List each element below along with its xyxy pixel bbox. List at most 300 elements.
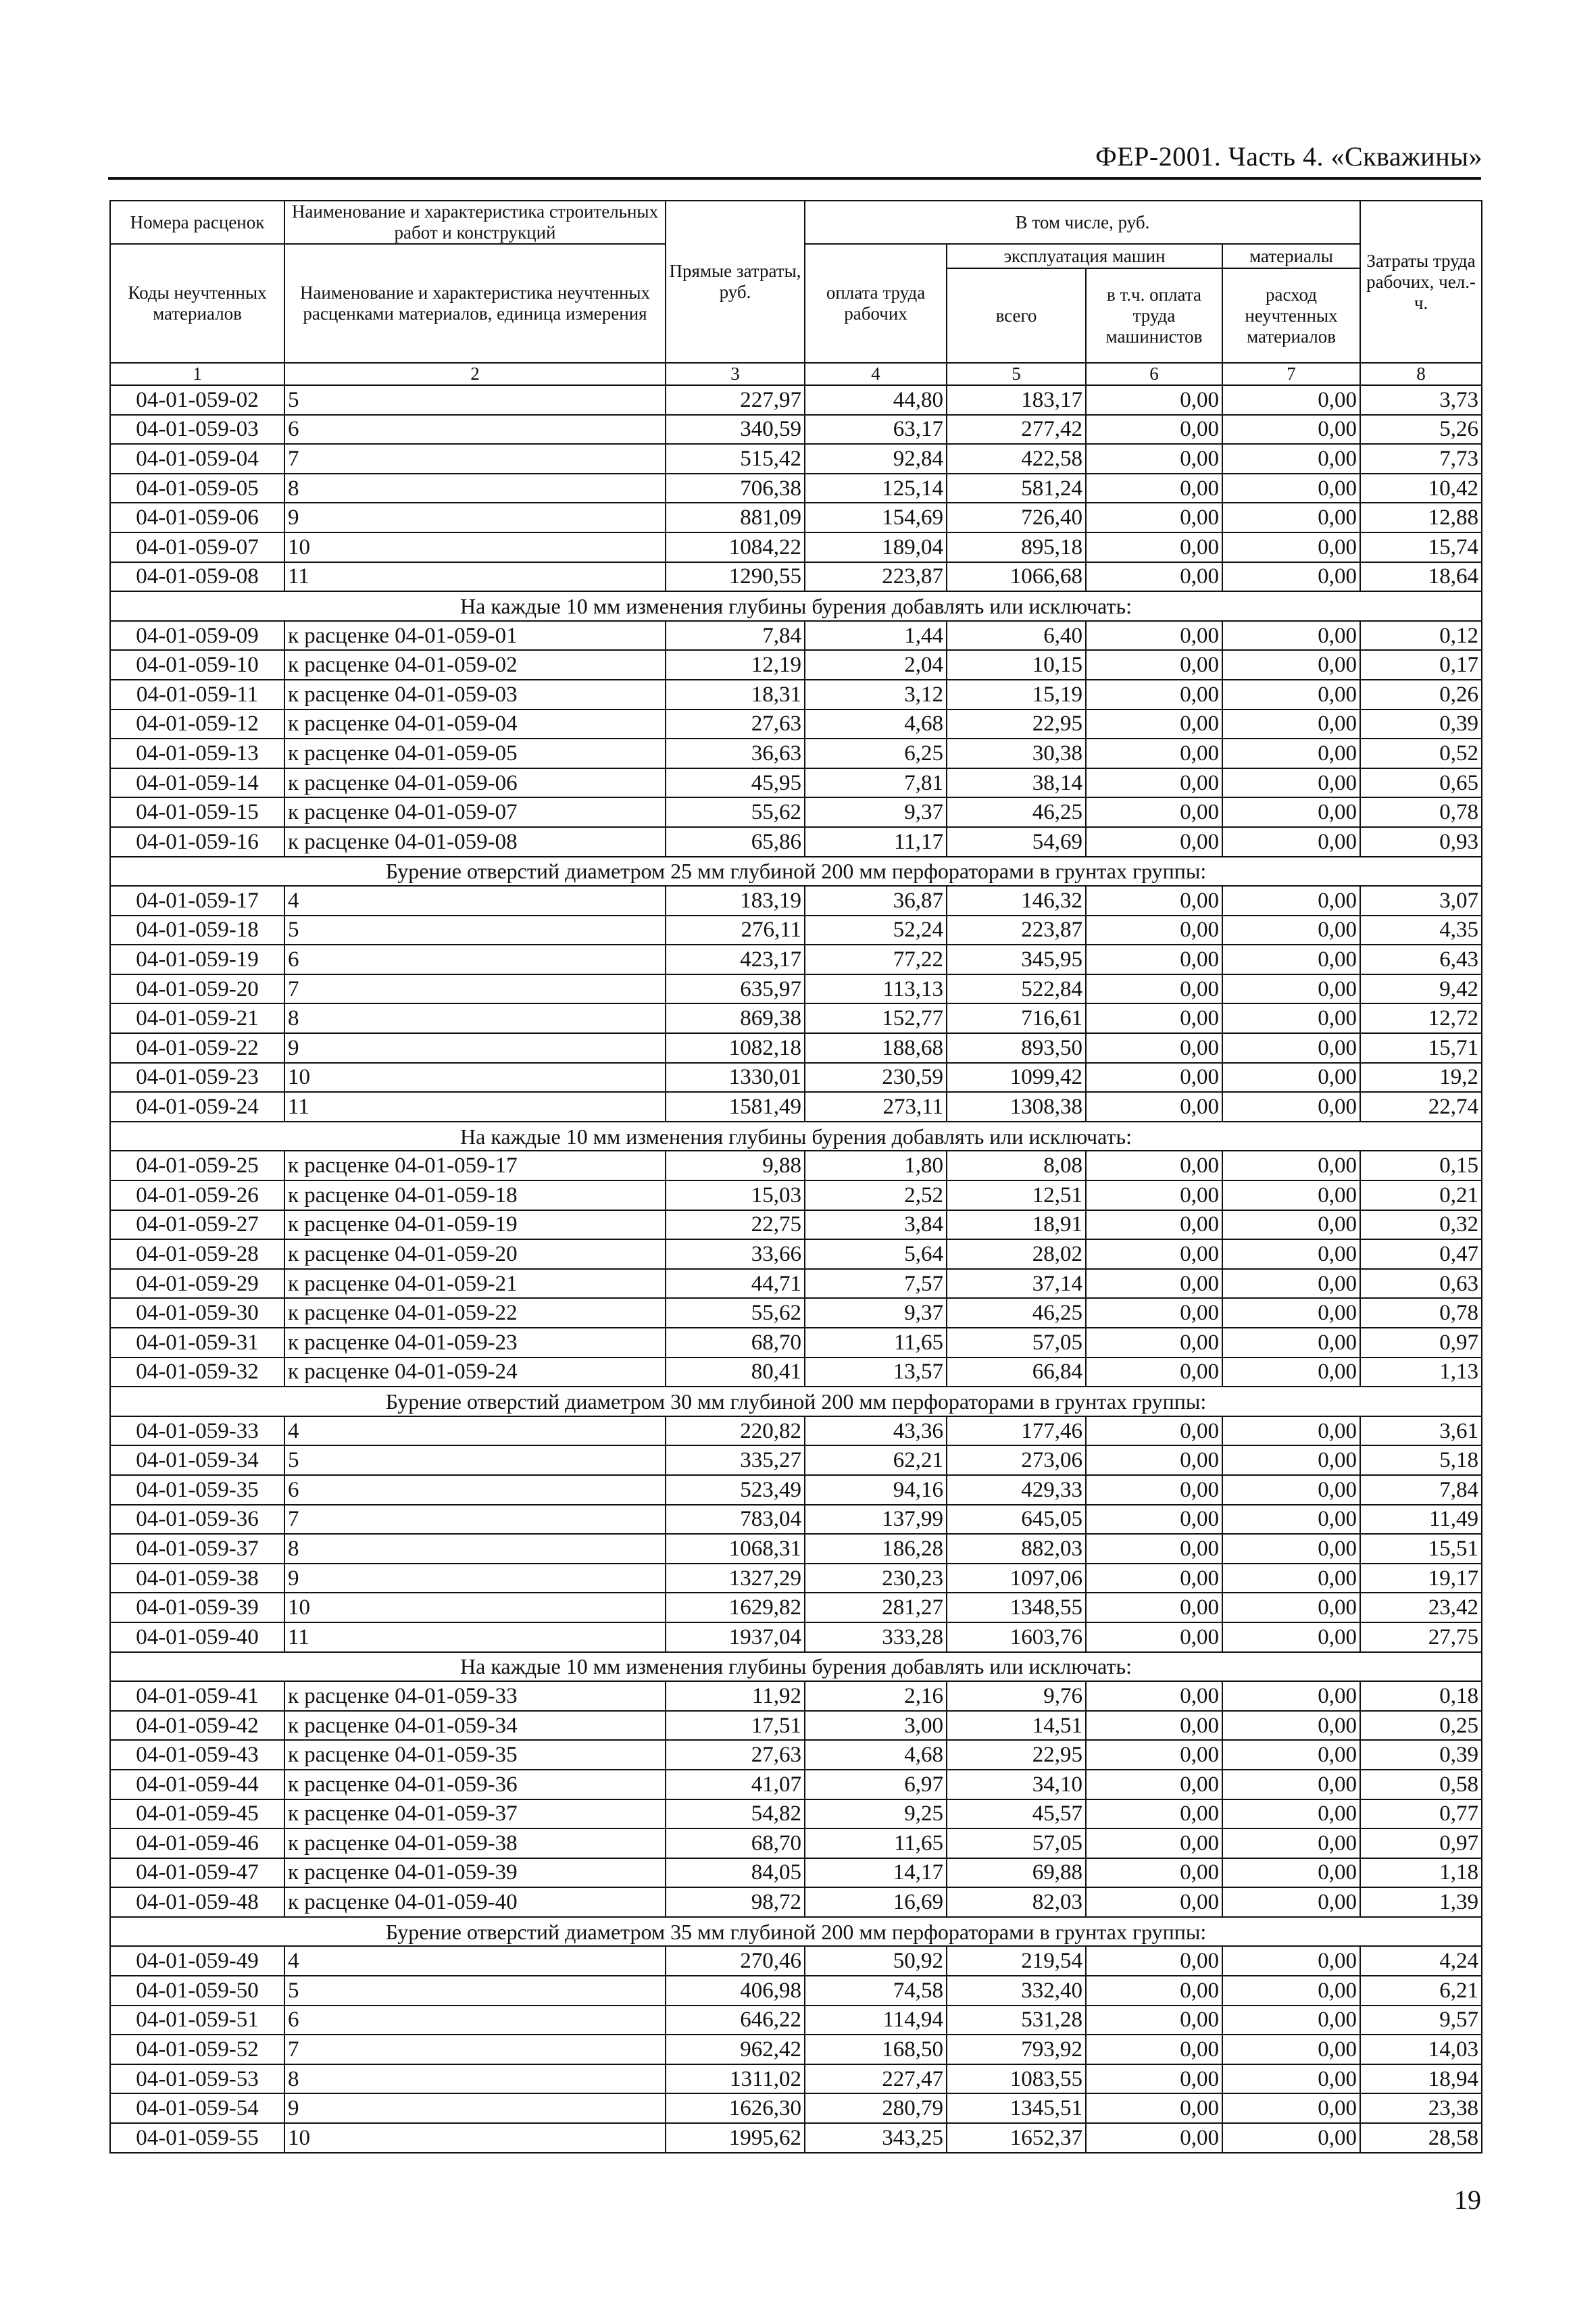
machinist-pay-cell: 0,00	[1086, 562, 1222, 592]
labor-hours-cell: 7,84	[1360, 1475, 1482, 1505]
labor-hours-cell: 15,51	[1360, 1534, 1482, 1564]
materials-cell: 0,00	[1222, 768, 1360, 798]
labor-hours-cell: 1,18	[1360, 1858, 1482, 1888]
materials-cell: 0,00	[1222, 1475, 1360, 1505]
machines-total-cell: 8,08	[947, 1151, 1086, 1180]
header-work-name: Наименование и характеристика строительных работ и конструкций	[284, 201, 666, 244]
machines-total-cell: 183,17	[947, 385, 1086, 415]
table-row	[110, 621, 1482, 651]
rate-code-cell: 04-01-059-54	[110, 2093, 284, 2123]
rate-name-cell: к расценке 04-01-059-35	[284, 1740, 666, 1770]
labor-hours-cell: 15,74	[1360, 532, 1482, 562]
rate-code-cell: 04-01-059-26	[110, 1180, 284, 1210]
labor-pay-cell: 7,81	[805, 768, 947, 798]
table-row	[110, 2093, 1482, 2123]
table-row	[110, 916, 1482, 945]
labor-pay-cell: 152,77	[805, 1003, 947, 1033]
section-heading: Бурение отверстий диаметром 35 мм глубиной 200 мм перфораторами в грунтах группы:	[110, 1917, 1482, 1947]
direct-costs-cell: 68,70	[666, 1828, 805, 1858]
direct-costs-cell: 55,62	[666, 1298, 805, 1328]
labor-hours-cell: 22,74	[1360, 1092, 1482, 1122]
labor-hours-cell: 0,12	[1360, 621, 1482, 651]
rate-code-cell: 04-01-059-10	[110, 650, 284, 680]
materials-cell: 0,00	[1222, 1298, 1360, 1328]
machines-total-cell: 30,38	[947, 739, 1086, 768]
machines-total-cell: 277,42	[947, 415, 1086, 445]
labor-pay-cell: 188,68	[805, 1033, 947, 1063]
materials-cell: 0,00	[1222, 1328, 1360, 1358]
labor-hours-cell: 6,21	[1360, 1976, 1482, 2006]
section-row	[110, 1652, 1482, 1682]
header-machine-ops: эксплуатация машин	[947, 244, 1222, 268]
col-number: 2	[284, 363, 666, 385]
labor-pay-cell: 2,52	[805, 1180, 947, 1210]
rate-code-cell: 04-01-059-55	[110, 2123, 284, 2153]
labor-pay-cell: 113,13	[805, 974, 947, 1004]
materials-cell: 0,00	[1222, 2006, 1360, 2035]
materials-cell: 0,00	[1222, 886, 1360, 916]
labor-pay-cell: 3,12	[805, 680, 947, 710]
labor-pay-cell: 4,68	[805, 710, 947, 739]
direct-costs-cell: 270,46	[666, 1946, 805, 1976]
machines-total-cell: 1652,37	[947, 2123, 1086, 2153]
table-row	[110, 1799, 1482, 1829]
materials-cell: 0,00	[1222, 1976, 1360, 2006]
labor-pay-cell: 7,57	[805, 1269, 947, 1299]
machinist-pay-cell: 0,00	[1086, 1740, 1222, 1770]
materials-cell: 0,00	[1222, 916, 1360, 945]
labor-hours-cell: 4,35	[1360, 916, 1482, 945]
table-row	[110, 1092, 1482, 1122]
direct-costs-cell: 15,03	[666, 1180, 805, 1210]
table-row	[110, 1358, 1482, 1387]
direct-costs-cell: 98,72	[666, 1887, 805, 1917]
direct-costs-cell: 406,98	[666, 1976, 805, 2006]
direct-costs-cell: 1626,30	[666, 2093, 805, 2123]
rate-name-cell: 5	[284, 916, 666, 945]
direct-costs-cell: 27,63	[666, 1740, 805, 1770]
table-row	[110, 1505, 1482, 1535]
table-row	[110, 1770, 1482, 1799]
labor-pay-cell: 3,00	[805, 1711, 947, 1741]
rate-code-cell: 04-01-059-07	[110, 532, 284, 562]
machines-total-cell: 1603,76	[947, 1622, 1086, 1652]
machines-total-cell: 6,40	[947, 621, 1086, 651]
machines-total-cell: 581,24	[947, 474, 1086, 503]
rate-name-cell: к расценке 04-01-059-33	[284, 1681, 666, 1711]
labor-hours-cell: 27,75	[1360, 1622, 1482, 1652]
labor-pay-cell: 1,44	[805, 621, 947, 651]
machinist-pay-cell: 0,00	[1086, 1033, 1222, 1063]
rate-code-cell: 04-01-059-44	[110, 1770, 284, 1799]
materials-cell: 0,00	[1222, 532, 1360, 562]
labor-pay-cell: 62,21	[805, 1445, 947, 1475]
table-row	[110, 797, 1482, 827]
labor-pay-cell: 4,68	[805, 1740, 947, 1770]
table-row	[110, 710, 1482, 739]
labor-pay-cell: 77,22	[805, 945, 947, 974]
machines-total-cell: 34,10	[947, 1770, 1086, 1799]
materials-cell: 0,00	[1222, 650, 1360, 680]
direct-costs-cell: 962,42	[666, 2035, 805, 2064]
materials-cell: 0,00	[1222, 1770, 1360, 1799]
direct-costs-cell: 1068,31	[666, 1534, 805, 1564]
labor-hours-cell: 0,97	[1360, 1328, 1482, 1358]
rate-name-cell: 5	[284, 1445, 666, 1475]
rate-name-cell: 5	[284, 385, 666, 415]
machines-total-cell: 1083,55	[947, 2064, 1086, 2094]
rate-name-cell: к расценке 04-01-059-34	[284, 1711, 666, 1741]
labor-pay-cell: 333,28	[805, 1622, 947, 1652]
running-header: ФЕР-2001. Часть 4. «Скважины»	[1095, 141, 1482, 172]
machinist-pay-cell: 0,00	[1086, 2035, 1222, 2064]
materials-cell: 0,00	[1222, 2035, 1360, 2064]
rate-name-cell: 8	[284, 1003, 666, 1033]
labor-pay-cell: 281,27	[805, 1593, 947, 1622]
table-row	[110, 474, 1482, 503]
machinist-pay-cell: 0,00	[1086, 1711, 1222, 1741]
labor-hours-cell: 3,07	[1360, 886, 1482, 916]
labor-hours-cell: 0,93	[1360, 827, 1482, 857]
table-row	[110, 1269, 1482, 1299]
materials-cell: 0,00	[1222, 1740, 1360, 1770]
materials-cell: 0,00	[1222, 1269, 1360, 1299]
materials-cell: 0,00	[1222, 562, 1360, 592]
machinist-pay-cell: 0,00	[1086, 827, 1222, 857]
machines-total-cell: 223,87	[947, 916, 1086, 945]
labor-hours-cell: 15,71	[1360, 1033, 1482, 1063]
labor-hours-cell: 0,63	[1360, 1269, 1482, 1299]
direct-costs-cell: 41,07	[666, 1770, 805, 1799]
header-materials: материалы	[1222, 244, 1360, 268]
header-unaccounted-name: Наименование и характеристика неучтенных расценками материалов, единица измерения	[284, 244, 666, 363]
direct-costs-cell: 1581,49	[666, 1092, 805, 1122]
labor-pay-cell: 11,65	[805, 1328, 947, 1358]
rate-code-cell: 04-01-059-02	[110, 385, 284, 415]
header-labor-costs: Затраты труда рабочих, чел.-ч.	[1360, 201, 1482, 363]
rate-code-cell: 04-01-059-50	[110, 1976, 284, 2006]
rate-code-cell: 04-01-059-03	[110, 415, 284, 445]
labor-pay-cell: 3,84	[805, 1210, 947, 1240]
table-row	[110, 1180, 1482, 1210]
table-row	[110, 1210, 1482, 1240]
table-row	[110, 1593, 1482, 1622]
labor-hours-cell: 0,77	[1360, 1799, 1482, 1829]
labor-hours-cell: 23,42	[1360, 1593, 1482, 1622]
machines-total-cell: 57,05	[947, 1328, 1086, 1358]
rate-name-cell: 6	[284, 1475, 666, 1505]
rate-code-cell: 04-01-059-18	[110, 916, 284, 945]
machinist-pay-cell: 0,00	[1086, 1151, 1222, 1180]
labor-hours-cell: 1,39	[1360, 1887, 1482, 1917]
machines-total-cell: 793,92	[947, 2035, 1086, 2064]
labor-pay-cell: 227,47	[805, 2064, 947, 2094]
machinist-pay-cell: 0,00	[1086, 1445, 1222, 1475]
labor-hours-cell: 5,26	[1360, 415, 1482, 445]
direct-costs-cell: 227,97	[666, 385, 805, 415]
machinist-pay-cell: 0,00	[1086, 1887, 1222, 1917]
table-row	[110, 1151, 1482, 1180]
labor-hours-cell: 0,21	[1360, 1180, 1482, 1210]
labor-pay-cell: 63,17	[805, 415, 947, 445]
direct-costs-cell: 1327,29	[666, 1564, 805, 1593]
rate-code-cell: 04-01-059-27	[110, 1210, 284, 1240]
direct-costs-cell: 335,27	[666, 1445, 805, 1475]
col-number: 4	[805, 363, 947, 385]
rate-code-cell: 04-01-059-32	[110, 1358, 284, 1387]
machinist-pay-cell: 0,00	[1086, 1063, 1222, 1093]
table-row	[110, 1622, 1482, 1652]
table-row	[110, 385, 1482, 415]
direct-costs-cell: 84,05	[666, 1858, 805, 1888]
machines-total-cell: 22,95	[947, 710, 1086, 739]
section-row	[110, 1917, 1482, 1947]
section-row	[110, 857, 1482, 887]
materials-cell: 0,00	[1222, 1063, 1360, 1093]
rate-name-cell: 8	[284, 2064, 666, 2094]
rate-code-cell: 04-01-059-45	[110, 1799, 284, 1829]
materials-cell: 0,00	[1222, 1416, 1360, 1446]
table-row	[110, 739, 1482, 768]
rate-code-cell: 04-01-059-06	[110, 503, 284, 532]
machinist-pay-cell: 0,00	[1086, 768, 1222, 798]
table-row	[110, 562, 1482, 592]
direct-costs-cell: 33,66	[666, 1239, 805, 1269]
machinist-pay-cell: 0,00	[1086, 1593, 1222, 1622]
direct-costs-cell: 515,42	[666, 444, 805, 474]
direct-costs-cell: 646,22	[666, 2006, 805, 2035]
table-row	[110, 1711, 1482, 1741]
table-row	[110, 1003, 1482, 1033]
machinist-pay-cell: 0,00	[1086, 650, 1222, 680]
table-row	[110, 1475, 1482, 1505]
labor-pay-cell: 230,23	[805, 1564, 947, 1593]
direct-costs-cell: 9,88	[666, 1151, 805, 1180]
machines-total-cell: 22,95	[947, 1740, 1086, 1770]
machinist-pay-cell: 0,00	[1086, 1622, 1222, 1652]
rate-code-cell: 04-01-059-41	[110, 1681, 284, 1711]
direct-costs-cell: 1995,62	[666, 2123, 805, 2153]
labor-pay-cell: 74,58	[805, 1976, 947, 2006]
labor-pay-cell: 223,87	[805, 562, 947, 592]
machines-total-cell: 15,19	[947, 680, 1086, 710]
machinist-pay-cell: 0,00	[1086, 974, 1222, 1004]
materials-cell: 0,00	[1222, 444, 1360, 474]
direct-costs-cell: 18,31	[666, 680, 805, 710]
rate-name-cell: к расценке 04-01-059-21	[284, 1269, 666, 1299]
machines-total-cell: 1345,51	[947, 2093, 1086, 2123]
machinist-pay-cell: 0,00	[1086, 2093, 1222, 2123]
rate-name-cell: 8	[284, 1534, 666, 1564]
rate-code-cell: 04-01-059-17	[110, 886, 284, 916]
machinist-pay-cell: 0,00	[1086, 1505, 1222, 1535]
direct-costs-cell: 1311,02	[666, 2064, 805, 2094]
direct-costs-cell: 44,71	[666, 1269, 805, 1299]
rate-code-cell: 04-01-059-34	[110, 1445, 284, 1475]
rate-name-cell: 7	[284, 2035, 666, 2064]
direct-costs-cell: 1330,01	[666, 1063, 805, 1093]
machinist-pay-cell: 0,00	[1086, 1770, 1222, 1799]
table-row	[110, 680, 1482, 710]
rate-name-cell: к расценке 04-01-059-23	[284, 1328, 666, 1358]
labor-hours-cell: 3,73	[1360, 385, 1482, 415]
labor-hours-cell: 0,52	[1360, 739, 1482, 768]
labor-pay-cell: 230,59	[805, 1063, 947, 1093]
machinist-pay-cell: 0,00	[1086, 532, 1222, 562]
labor-hours-cell: 0,58	[1360, 1770, 1482, 1799]
direct-costs-cell: 12,19	[666, 650, 805, 680]
labor-hours-cell: 0,26	[1360, 680, 1482, 710]
table-row	[110, 1858, 1482, 1888]
machines-total-cell: 146,32	[947, 886, 1086, 916]
labor-hours-cell: 19,17	[1360, 1564, 1482, 1593]
page-number: 19	[1454, 2185, 1481, 2215]
header-unaccounted-codes: Коды неучтенных материалов	[110, 244, 284, 363]
machinist-pay-cell: 0,00	[1086, 2123, 1222, 2153]
rate-name-cell: к расценке 04-01-059-07	[284, 797, 666, 827]
materials-cell: 0,00	[1222, 2123, 1360, 2153]
labor-hours-cell: 0,39	[1360, 1740, 1482, 1770]
rate-name-cell: 7	[284, 1505, 666, 1535]
rate-name-cell: 9	[284, 2093, 666, 2123]
labor-hours-cell: 0,32	[1360, 1210, 1482, 1240]
materials-cell: 0,00	[1222, 474, 1360, 503]
labor-pay-cell: 5,64	[805, 1239, 947, 1269]
rate-code-cell: 04-01-059-28	[110, 1239, 284, 1269]
rate-name-cell: к расценке 04-01-059-24	[284, 1358, 666, 1387]
rate-code-cell: 04-01-059-19	[110, 945, 284, 974]
rate-name-cell: 10	[284, 532, 666, 562]
materials-cell: 0,00	[1222, 710, 1360, 739]
section-heading: На каждые 10 мм изменения глубины бурения добавлять или исключать:	[110, 1122, 1482, 1151]
labor-hours-cell: 9,42	[1360, 974, 1482, 1004]
machinist-pay-cell: 0,00	[1086, 415, 1222, 445]
labor-hours-cell: 7,73	[1360, 444, 1482, 474]
rate-name-cell: 11	[284, 562, 666, 592]
section-heading: Бурение отверстий диаметром 25 мм глубиной 200 мм перфораторами в грунтах группы:	[110, 857, 1482, 887]
materials-cell: 0,00	[1222, 1858, 1360, 1888]
rate-name-cell: 7	[284, 974, 666, 1004]
materials-cell: 0,00	[1222, 680, 1360, 710]
labor-pay-cell: 11,65	[805, 1828, 947, 1858]
labor-pay-cell: 94,16	[805, 1475, 947, 1505]
labor-hours-cell: 1,13	[1360, 1358, 1482, 1387]
direct-costs-cell: 1084,22	[666, 532, 805, 562]
rate-name-cell: 4	[284, 1416, 666, 1446]
col-number: 5	[947, 363, 1086, 385]
machinist-pay-cell: 0,00	[1086, 739, 1222, 768]
machinist-pay-cell: 0,00	[1086, 1858, 1222, 1888]
rate-name-cell: 10	[284, 1593, 666, 1622]
table-row	[110, 415, 1482, 445]
machines-total-cell: 66,84	[947, 1358, 1086, 1387]
table-row	[110, 1298, 1482, 1328]
table-row	[110, 1239, 1482, 1269]
labor-hours-cell: 0,78	[1360, 797, 1482, 827]
header-labor-pay: оплата труда рабочих	[805, 244, 947, 363]
rate-code-cell: 04-01-059-20	[110, 974, 284, 1004]
labor-pay-cell: 9,37	[805, 1298, 947, 1328]
labor-pay-cell: 168,50	[805, 2035, 947, 2064]
header-direct-costs: Прямые затраты, руб.	[666, 201, 805, 363]
labor-pay-cell: 1,80	[805, 1151, 947, 1180]
machinist-pay-cell: 0,00	[1086, 886, 1222, 916]
machinist-pay-cell: 0,00	[1086, 1003, 1222, 1033]
rate-name-cell: к расценке 04-01-059-36	[284, 1770, 666, 1799]
labor-pay-cell: 280,79	[805, 2093, 947, 2123]
machines-total-cell: 716,61	[947, 1003, 1086, 1033]
rate-name-cell: 10	[284, 1063, 666, 1093]
labor-pay-cell: 11,17	[805, 827, 947, 857]
rate-code-cell: 04-01-059-05	[110, 474, 284, 503]
machines-total-cell: 1348,55	[947, 1593, 1086, 1622]
materials-cell: 0,00	[1222, 1711, 1360, 1741]
rate-name-cell: к расценке 04-01-059-08	[284, 827, 666, 857]
table-row	[110, 886, 1482, 916]
rate-code-cell: 04-01-059-49	[110, 1946, 284, 1976]
machinist-pay-cell: 0,00	[1086, 1681, 1222, 1711]
rate-code-cell: 04-01-059-29	[110, 1269, 284, 1299]
header-unaccounted-usage: расход неучтенных материалов	[1222, 268, 1360, 363]
table-row	[110, 1416, 1482, 1446]
materials-cell: 0,00	[1222, 827, 1360, 857]
direct-costs-cell: 783,04	[666, 1505, 805, 1535]
labor-hours-cell: 0,78	[1360, 1298, 1482, 1328]
materials-cell: 0,00	[1222, 1180, 1360, 1210]
machines-total-cell: 1066,68	[947, 562, 1086, 592]
labor-pay-cell: 13,57	[805, 1358, 947, 1387]
machines-total-cell: 69,88	[947, 1858, 1086, 1888]
table-row	[110, 1681, 1482, 1711]
materials-cell: 0,00	[1222, 1946, 1360, 1976]
table-row	[110, 1976, 1482, 2006]
rate-code-cell: 04-01-059-13	[110, 739, 284, 768]
direct-costs-cell: 1629,82	[666, 1593, 805, 1622]
table-row	[110, 945, 1482, 974]
table-row	[110, 1828, 1482, 1858]
machinist-pay-cell: 0,00	[1086, 1358, 1222, 1387]
rate-name-cell: к расценке 04-01-059-22	[284, 1298, 666, 1328]
labor-hours-cell: 14,03	[1360, 2035, 1482, 2064]
machinist-pay-cell: 0,00	[1086, 1180, 1222, 1210]
labor-hours-cell: 19,2	[1360, 1063, 1482, 1093]
table-row	[110, 1445, 1482, 1475]
machinist-pay-cell: 0,00	[1086, 1298, 1222, 1328]
section-heading: На каждые 10 мм изменения глубины бурения добавлять или исключать:	[110, 591, 1482, 621]
rate-name-cell: 4	[284, 886, 666, 916]
machinist-pay-cell: 0,00	[1086, 710, 1222, 739]
materials-cell: 0,00	[1222, 1445, 1360, 1475]
table-row	[110, 2006, 1482, 2035]
rate-code-cell: 04-01-059-33	[110, 1416, 284, 1446]
labor-pay-cell: 14,17	[805, 1858, 947, 1888]
rate-code-cell: 04-01-059-31	[110, 1328, 284, 1358]
labor-pay-cell: 9,25	[805, 1799, 947, 1829]
direct-costs-cell: 881,09	[666, 503, 805, 532]
rate-code-cell: 04-01-059-04	[110, 444, 284, 474]
machinist-pay-cell: 0,00	[1086, 1976, 1222, 2006]
labor-hours-cell: 0,39	[1360, 710, 1482, 739]
machines-total-cell: 37,14	[947, 1269, 1086, 1299]
machines-total-cell: 14,51	[947, 1711, 1086, 1741]
machines-total-cell: 12,51	[947, 1180, 1086, 1210]
header-including: В том числе, руб.	[805, 201, 1360, 244]
labor-hours-cell: 3,61	[1360, 1416, 1482, 1446]
materials-cell: 0,00	[1222, 1239, 1360, 1269]
rate-name-cell: к расценке 04-01-059-39	[284, 1858, 666, 1888]
rate-code-cell: 04-01-059-08	[110, 562, 284, 592]
machines-total-cell: 177,46	[947, 1416, 1086, 1446]
